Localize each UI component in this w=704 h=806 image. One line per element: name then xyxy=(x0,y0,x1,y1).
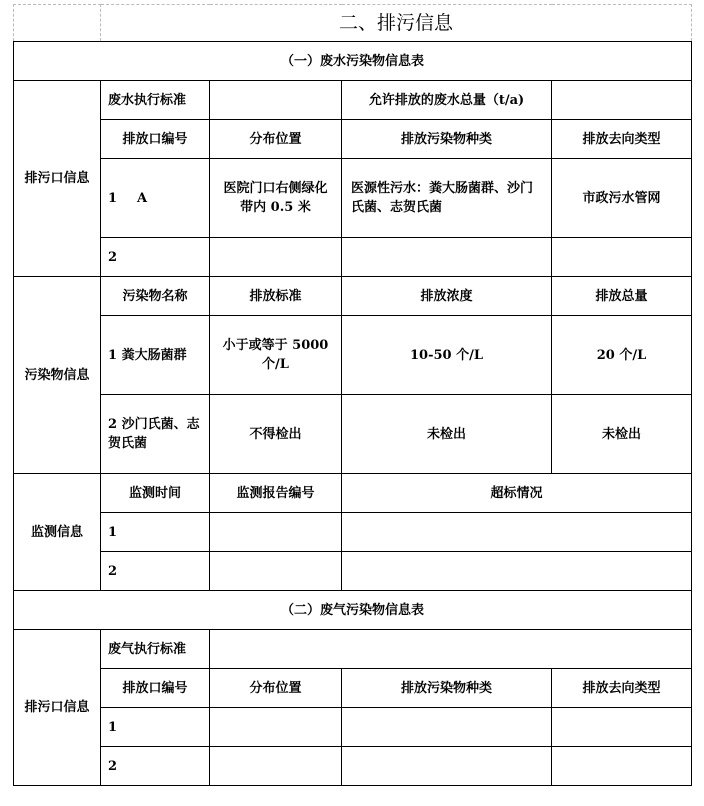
exhaust-header-outlet-no: 排放口编号 xyxy=(101,669,210,708)
exhaust-outlet-1-destination[interactable] xyxy=(552,708,692,747)
exhaust-standard-value[interactable] xyxy=(210,630,692,669)
wastewater-standard-value[interactable] xyxy=(210,81,342,120)
pollutant-2-concentration: 未检出 xyxy=(342,395,552,474)
monitor-2-report-no[interactable] xyxy=(210,552,342,591)
monitor-2-time: 2 xyxy=(101,552,210,591)
exhaust-outlet-2-no: 2 xyxy=(101,747,210,786)
exhaust-outlet-1-no: 1 xyxy=(101,708,210,747)
monitor-2-exceed[interactable] xyxy=(342,552,692,591)
allowed-total-value[interactable] xyxy=(552,81,692,120)
wastewater-standard-label: 废水执行标准 xyxy=(101,81,210,120)
exhaust-standard-label: 废气执行标准 xyxy=(101,630,210,669)
header-monitor-time: 监测时间 xyxy=(101,474,210,513)
wastewater-subtitle: （一）废水污染物信息表 xyxy=(14,42,692,81)
exhaust-outlet-group-label: 排污口信息 xyxy=(14,630,101,786)
header-report-no: 监测报告编号 xyxy=(210,474,342,513)
outlet-1-pollutants: 医源性污水：粪大肠菌群、沙门氏菌、志贺氏菌 xyxy=(342,159,552,238)
exhaust-outlet-2-location[interactable] xyxy=(210,747,342,786)
exhaust-header-pollutant-types: 排放污染物种类 xyxy=(342,669,552,708)
exhaust-subtitle: （二）废气污染物信息表 xyxy=(14,591,692,630)
exhaust-outlet-2-pollutants[interactable] xyxy=(342,747,552,786)
pollutant-2-total: 未检出 xyxy=(552,395,692,474)
monitor-1-time: 1 xyxy=(101,513,210,552)
monitor-1-report-no[interactable] xyxy=(210,513,342,552)
pollutant-1-concentration: 10-50 个/L xyxy=(342,316,552,395)
outlet-1-id-cell xyxy=(101,159,210,238)
outlet-2-pollutants[interactable] xyxy=(342,238,552,277)
outlet-1-id: A xyxy=(137,190,148,206)
section-title: 二、排污信息 xyxy=(101,5,692,42)
pollutant-1-name: 1 粪大肠菌群 xyxy=(101,316,210,395)
exhaust-outlet-1-location[interactable] xyxy=(210,708,342,747)
header-concentration: 排放浓度 xyxy=(342,277,552,316)
header-pollutant-name: 污染物名称 xyxy=(101,277,210,316)
exhaust-header-location: 分布位置 xyxy=(210,669,342,708)
pollutant-1-standard: 小于或等于 5000 个/L xyxy=(210,316,342,395)
outlet-2-no: 2 xyxy=(101,238,210,277)
blank-corner xyxy=(14,5,101,42)
header-exceed: 超标情况 xyxy=(342,474,692,513)
header-pollutant-types: 排放污染物种类 xyxy=(342,120,552,159)
pollutant-1-total: 20 个/L xyxy=(552,316,692,395)
header-emission-standard: 排放标准 xyxy=(210,277,342,316)
pollutant-2-standard: 不得检出 xyxy=(210,395,342,474)
outlet-group-label: 排污口信息 xyxy=(14,81,101,277)
header-location: 分布位置 xyxy=(210,120,342,159)
header-outlet-no: 排放口编号 xyxy=(101,120,210,159)
outlet-2-destination[interactable] xyxy=(552,238,692,277)
header-total: 排放总量 xyxy=(552,277,692,316)
header-destination: 排放去向类型 xyxy=(552,120,692,159)
outlet-1-location: 医院门口右侧绿化带内 0.5 米 xyxy=(210,159,342,238)
allowed-total-label: 允许排放的废水总量（t/a) xyxy=(342,81,552,120)
pollutant-group-label: 污染物信息 xyxy=(14,277,101,474)
exhaust-header-destination: 排放去向类型 xyxy=(552,669,692,708)
outlet-1-destination: 市政污水管网 xyxy=(552,159,692,238)
pollution-info-table xyxy=(13,4,692,786)
monitor-1-exceed[interactable] xyxy=(342,513,692,552)
outlet-1-no: 1 xyxy=(108,190,118,206)
pollutant-2-name: 2 沙门氏菌、志贺氏菌 xyxy=(101,395,210,474)
outlet-2-location[interactable] xyxy=(210,238,342,277)
monitor-group-label: 监测信息 xyxy=(14,474,101,591)
exhaust-outlet-2-destination[interactable] xyxy=(552,747,692,786)
exhaust-outlet-1-pollutants[interactable] xyxy=(342,708,552,747)
